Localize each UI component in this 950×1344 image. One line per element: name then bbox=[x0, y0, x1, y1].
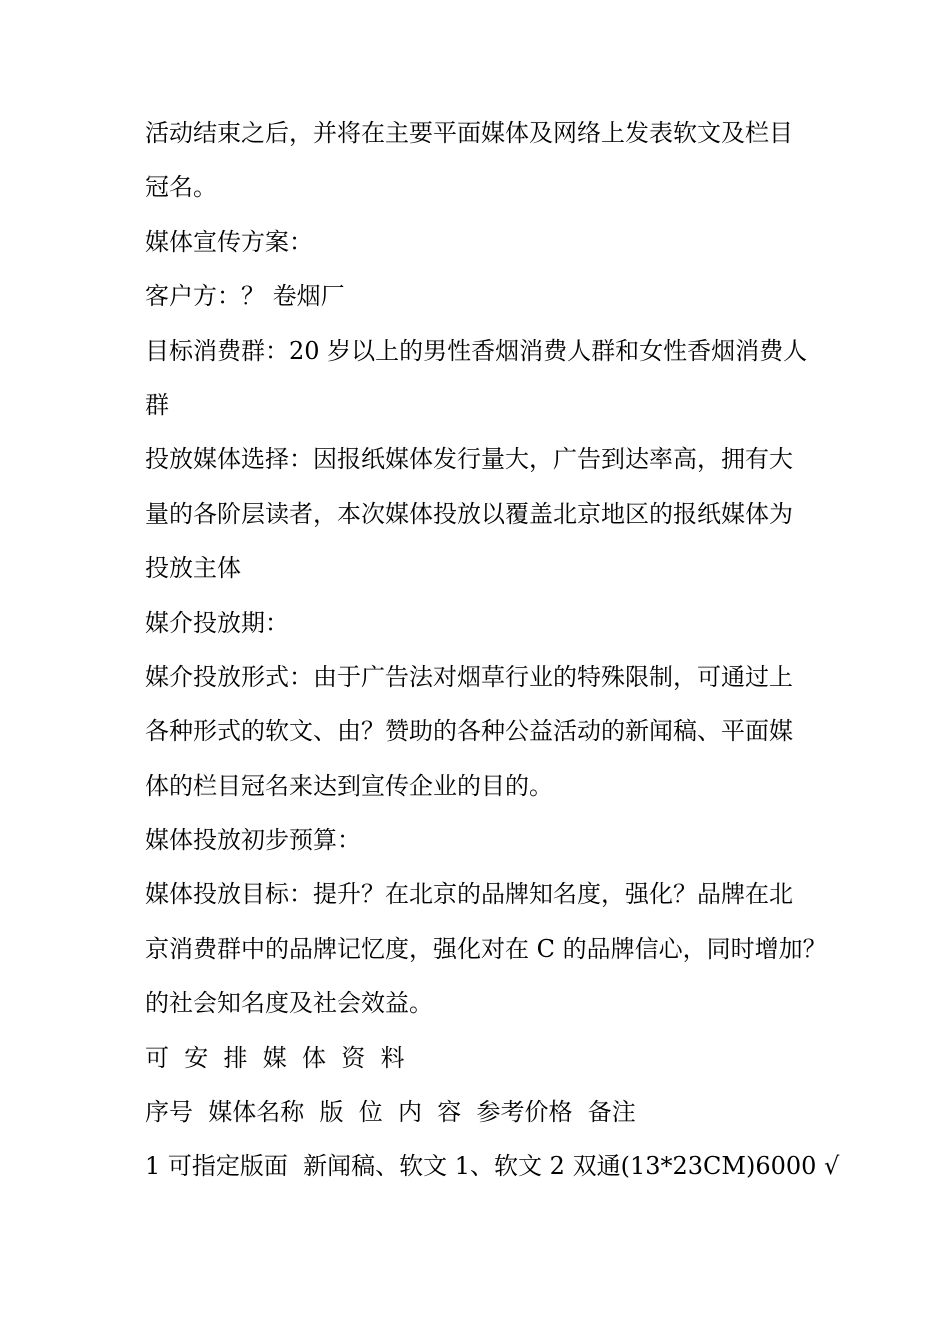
section-heading-media-plan: 媒体宣传方案： bbox=[145, 227, 313, 256]
media-period-line: 媒介投放期： bbox=[145, 608, 289, 637]
table-row: 1 可指定版面 新闻稿、软文 1、软文 2 双通(13*23CM)6000 √ bbox=[145, 1152, 840, 1181]
budget-line: 媒体投放初步预算： bbox=[145, 826, 361, 855]
media-form-line: 体的栏目冠名来达到宣传企业的目的。 bbox=[145, 771, 553, 800]
target-audience-line: 群 bbox=[145, 390, 169, 419]
paragraph-line: 冠名。 bbox=[145, 173, 217, 202]
media-goal-line: 的社会知名度及社会效益。 bbox=[145, 989, 433, 1018]
media-goal-line: 京消费群中的品牌记忆度，强化对在 C 的品牌信心，同时增加？ bbox=[145, 934, 827, 963]
document-body bbox=[145, 106, 840, 1194]
client-line: 客户方：？ 卷烟厂 bbox=[145, 282, 345, 311]
media-selection-line: 投放主体 bbox=[145, 554, 241, 583]
media-form-line: 媒介投放形式：由于广告法对烟草行业的特殊限制，可通过上 bbox=[145, 662, 793, 691]
media-form-line: 各种形式的软文、由？赞助的各种公益活动的新闻稿、平面媒 bbox=[145, 717, 793, 746]
media-goal-line: 媒体投放目标：提升？在北京的品牌知名度，强化？品牌在北 bbox=[145, 880, 793, 909]
media-selection-line: 投放媒体选择：因报纸媒体发行量大，广告到达率高，拥有大 bbox=[145, 445, 793, 474]
media-resources-heading: 可 安 排 媒 体 资 料 bbox=[145, 1043, 405, 1072]
paragraph-line: 活动结束之后，并将在主要平面媒体及网络上发表软文及栏目 bbox=[145, 119, 793, 147]
media-selection-line: 量的各阶层读者，本次媒体投放以覆盖北京地区的报纸媒体为 bbox=[145, 499, 793, 528]
target-audience-line: 目标消费群：20 岁以上的男性香烟消费人群和女性香烟消费人 bbox=[145, 336, 808, 365]
table-header-row: 序号 媒体名称 版 位 内 容 参考价格 备注 bbox=[145, 1098, 636, 1127]
